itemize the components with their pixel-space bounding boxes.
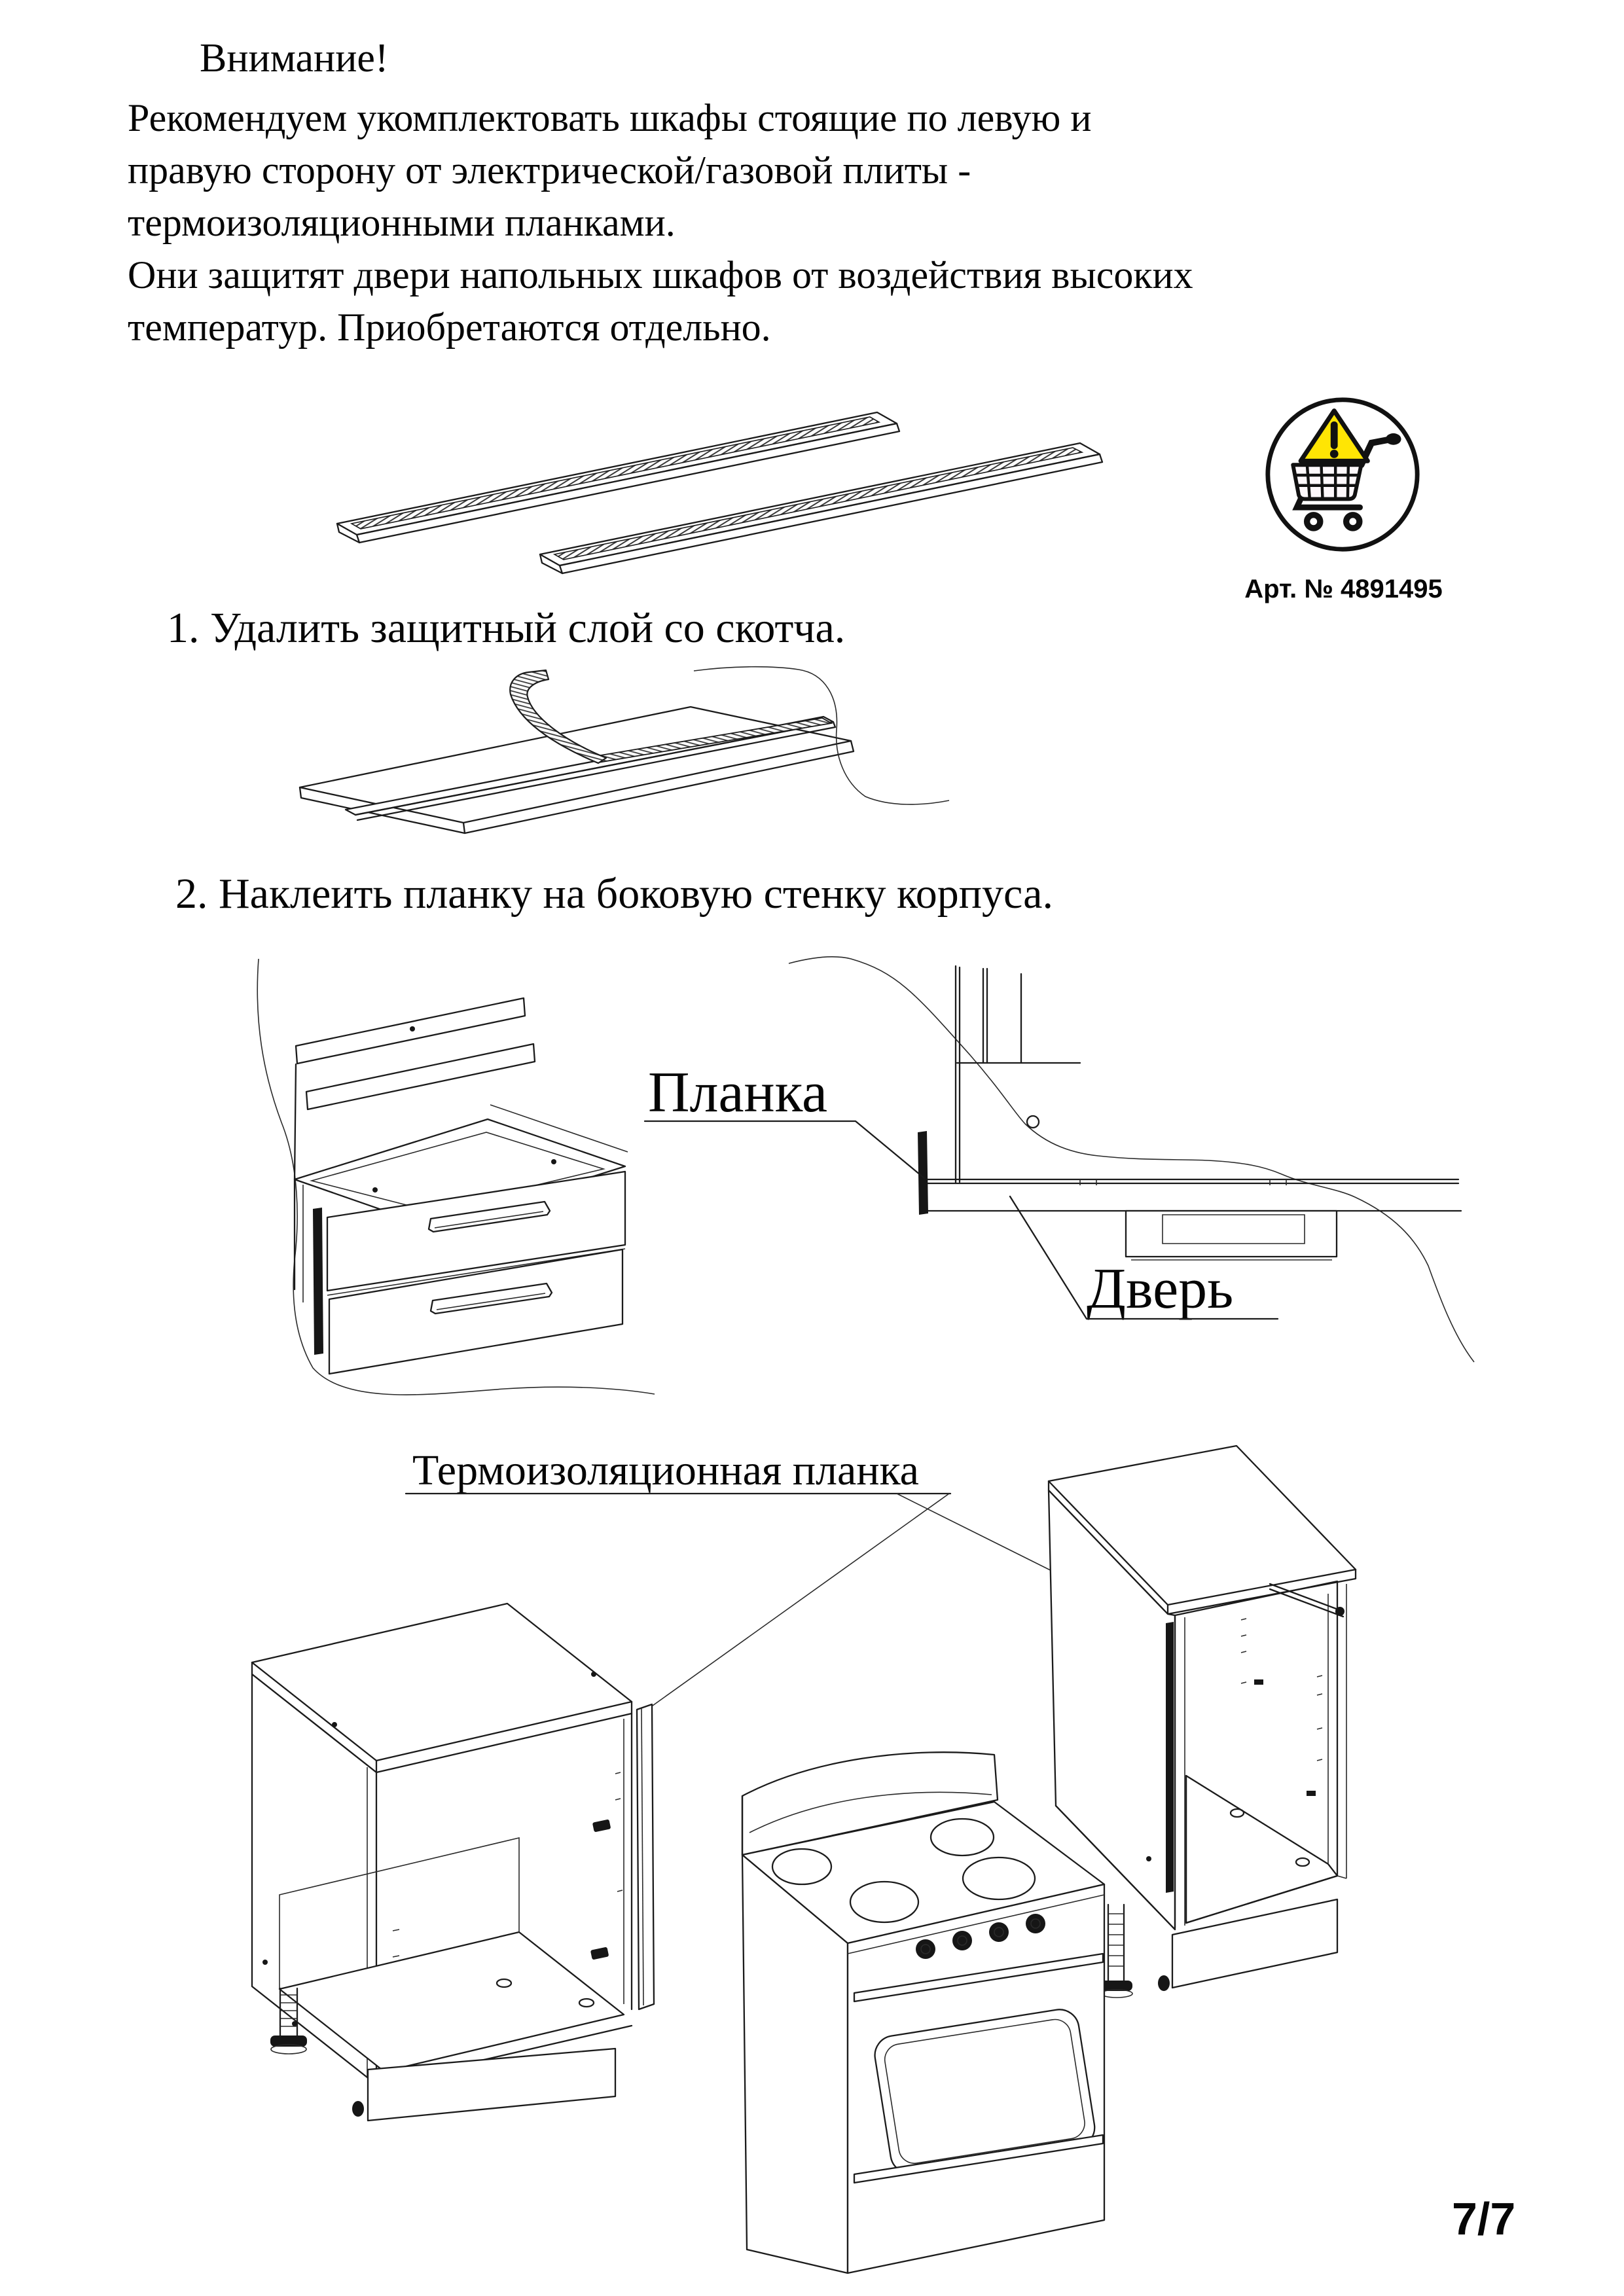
article-number: Арт. № 4891495 [1244,575,1443,603]
corner-detail-illustration [622,936,1538,1394]
thermal-strip [918,1131,928,1215]
kitchen-layout-illustration [196,1433,1578,2284]
notice-line: температур. Приобретаются отдельно. [128,306,771,349]
strip-piece [540,443,1102,573]
drawer-slide [1270,1584,1344,1617]
thermal-strip-label: Термоизоляционная планка [412,1446,919,1494]
thermal-strips-illustration [281,383,1139,586]
thermal-strip [1166,1622,1174,1893]
notice-title: Внимание! [200,36,389,81]
notice-paragraph [128,92,1193,353]
left-cabinet [252,1604,632,2121]
strip-leader-line [645,1121,924,1178]
tape-peel-illustration [275,651,1008,854]
step-2-text: 2. Наклеить планку на боковую стенку корпуса. [175,870,1053,918]
notice-line: Рекомендуем укомплектовать шкафы стоящие по левую и [128,96,1092,139]
door [1126,1211,1337,1260]
notice-line: термоизоляционными планками. [128,201,676,244]
strip-piece [337,412,899,543]
thermal-strip [637,1704,654,2009]
cabinet-leg [1101,1905,1132,1998]
door-label: Дверь [1087,1257,1234,1321]
page-number: 7/7 [1452,2193,1516,2244]
hinge [590,1819,611,1960]
drawer-cabinet-illustration [196,936,655,1424]
notice-line: Они защитят двери напольных шкафов от воздействия высоких [128,253,1193,296]
strip-label: Планка [648,1061,828,1124]
step-1-text: 1. Удалить защитный слой со скотча. [167,604,846,652]
notice-line: правую сторону от электрической/газовой плиты - [128,149,971,192]
purchase-icon [1262,394,1423,555]
leader-to-left-strip [653,1494,949,1706]
stove [742,1752,1104,2273]
stove-front [848,1884,1104,2273]
thermal-strip [313,1208,323,1355]
